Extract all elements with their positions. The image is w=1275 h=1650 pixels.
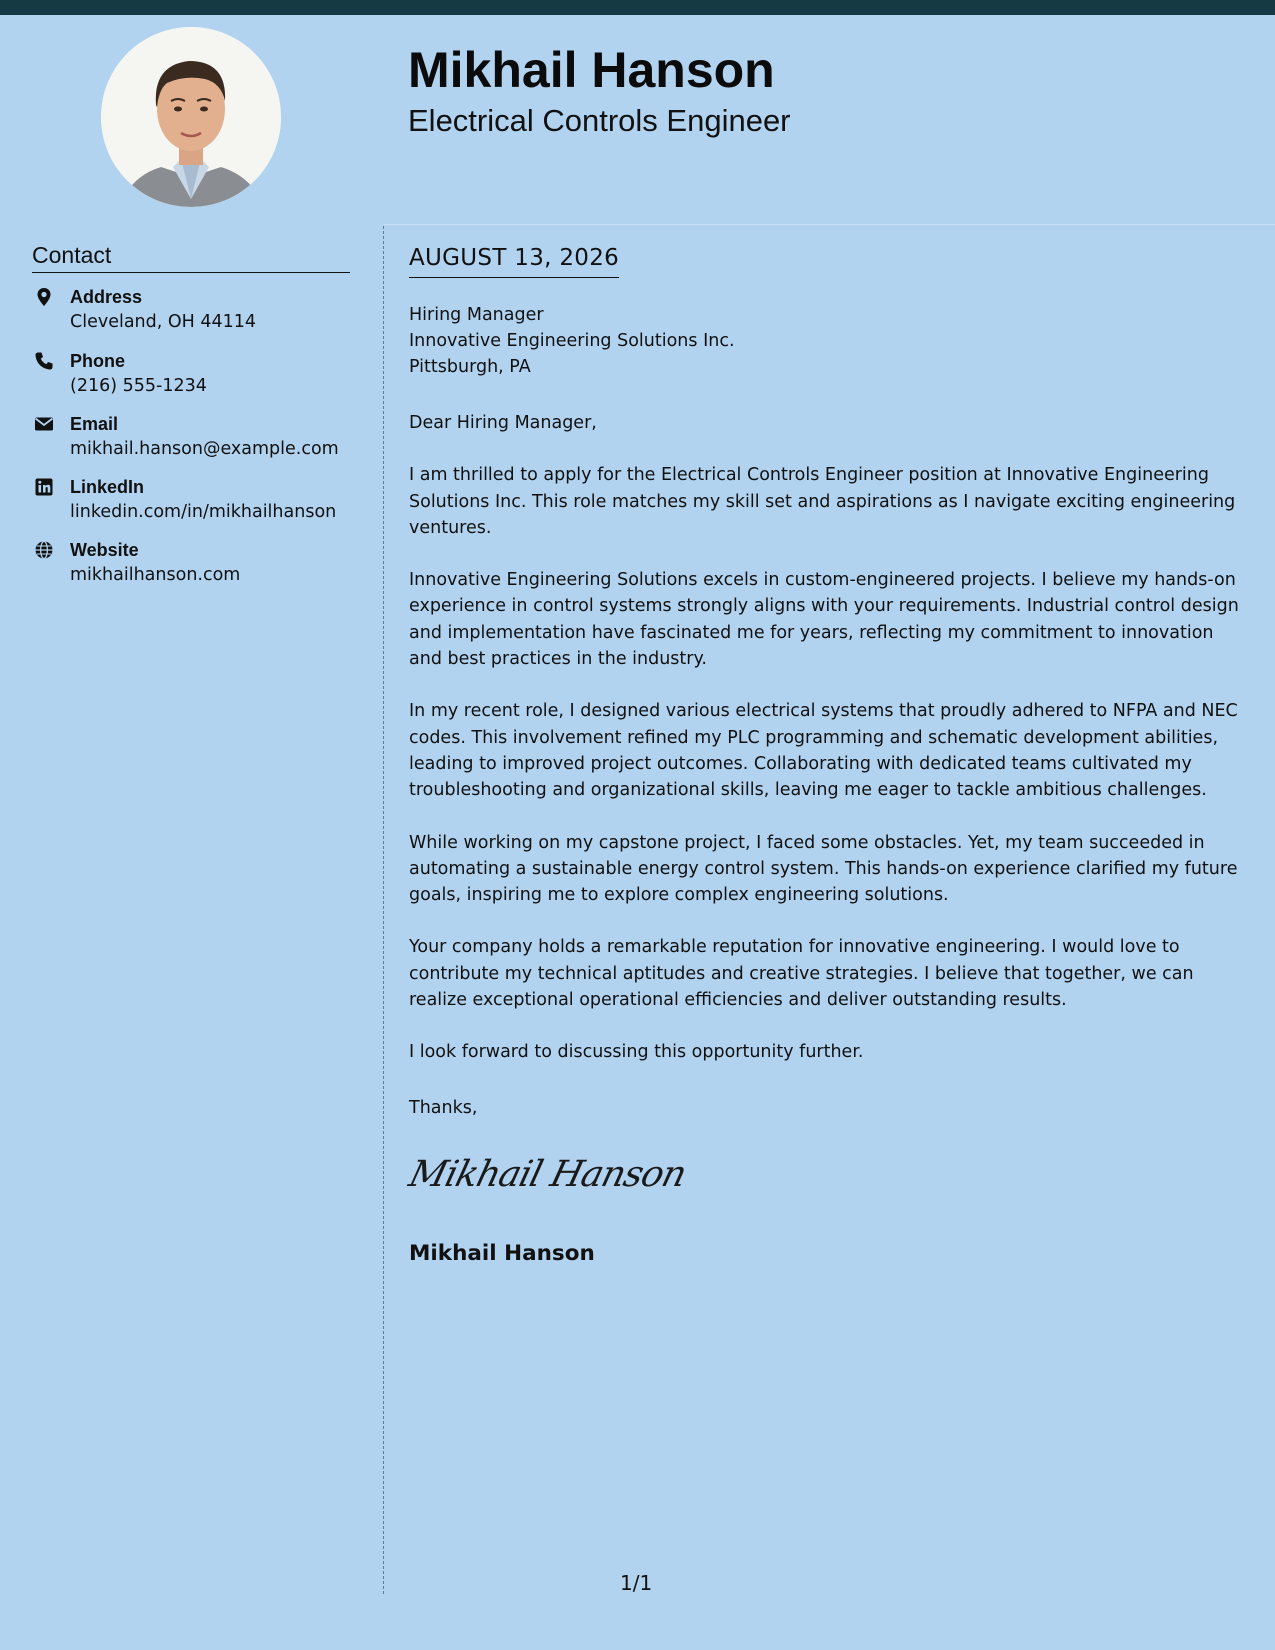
- letter-date: AUGUST 13, 2026: [409, 243, 619, 278]
- contact-value: (216) 555-1234: [70, 376, 207, 396]
- envelope-icon: [34, 414, 54, 434]
- signer-name: Mikhail Hanson: [409, 1241, 595, 1266]
- letter-paragraph: I am thrilled to apply for the Electrical Controls Engineer position at Innovative Engineering Solutions Inc. This role matches my skill set and aspirations as I navigate exciting engineering ventures.: [409, 465, 1236, 538]
- recipient-block: [409, 302, 735, 380]
- closing: Thanks,: [409, 1098, 478, 1118]
- linkedin-icon: [34, 477, 54, 497]
- salutation: Dear Hiring Manager,: [409, 413, 597, 433]
- recipient-line: Pittsburgh, PA: [409, 357, 531, 377]
- letter-paragraph: In my recent role, I designed various electrical systems that proudly adhered to NFPA and NEC codes. This involvement refined my PLC programming and schematic development abilities, leading to improved project outcomes. Collaborating with dedicated teams cultivated my troubleshooting and organizational skills, leaving me eager to tackle ambitious challenges.: [409, 701, 1238, 801]
- handwritten-signature: Mikhail Hanson: [405, 1154, 690, 1195]
- location-pin-icon: [34, 287, 54, 307]
- contact-label: Phone: [70, 351, 126, 371]
- contact-label: Email: [70, 414, 119, 434]
- column-divider: [383, 226, 384, 1594]
- letter-paragraph: Innovative Engineering Solutions excels in custom-engineered projects. I believe my hands-on experience in control systems strongly aligns with your requirements. Industrial control design and implementation have fascinated me for years, reflecting my commitment to innovation and best practices in the industry.: [409, 570, 1239, 670]
- contact-value: mikhail.hanson@example.com: [70, 439, 339, 459]
- profile-photo: [101, 27, 281, 207]
- phone-icon: [34, 351, 54, 371]
- letter-paragraph: While working on my capstone project, I faced some obstacles. Yet, my team succeeded in automating a sustainable energy control system. This hands-on experience clarified my future goals, inspiring me to explore complex engineering solutions.: [409, 832, 1238, 906]
- contact-label: Address: [70, 287, 143, 307]
- globe-icon: [34, 540, 54, 560]
- candidate-name: Mikhail Hanson: [408, 42, 775, 98]
- letter-paragraph: I look forward to discussing this opportunity further.: [409, 1042, 864, 1063]
- letter-body: [409, 410, 1251, 1092]
- page-number: 1/1: [620, 1571, 653, 1595]
- recipient-line: Hiring Manager: [409, 305, 544, 325]
- contact-heading: Contact: [32, 240, 350, 273]
- contact-value: Cleveland, OH 44114: [70, 312, 257, 332]
- header-divider: [384, 224, 1275, 225]
- recipient-line: Innovative Engineering Solutions Inc.: [409, 331, 735, 351]
- contact-value: linkedin.com/in/mikhailhanson: [70, 502, 337, 522]
- letter-paragraph: Your company holds a remarkable reputation for innovative engineering. I would love to contribute my technical aptitudes and creative strategies. I believe that together, we can realize exceptional operational efficiencies and deliver outstanding results.: [409, 937, 1194, 1011]
- contact-label: LinkedIn: [70, 477, 145, 497]
- contact-value: mikhailhanson.com: [70, 565, 241, 585]
- portrait-image: [101, 27, 281, 207]
- top-bar: [0, 0, 1275, 15]
- contact-label: Website: [70, 540, 139, 560]
- candidate-title: Electrical Controls Engineer: [408, 103, 791, 138]
